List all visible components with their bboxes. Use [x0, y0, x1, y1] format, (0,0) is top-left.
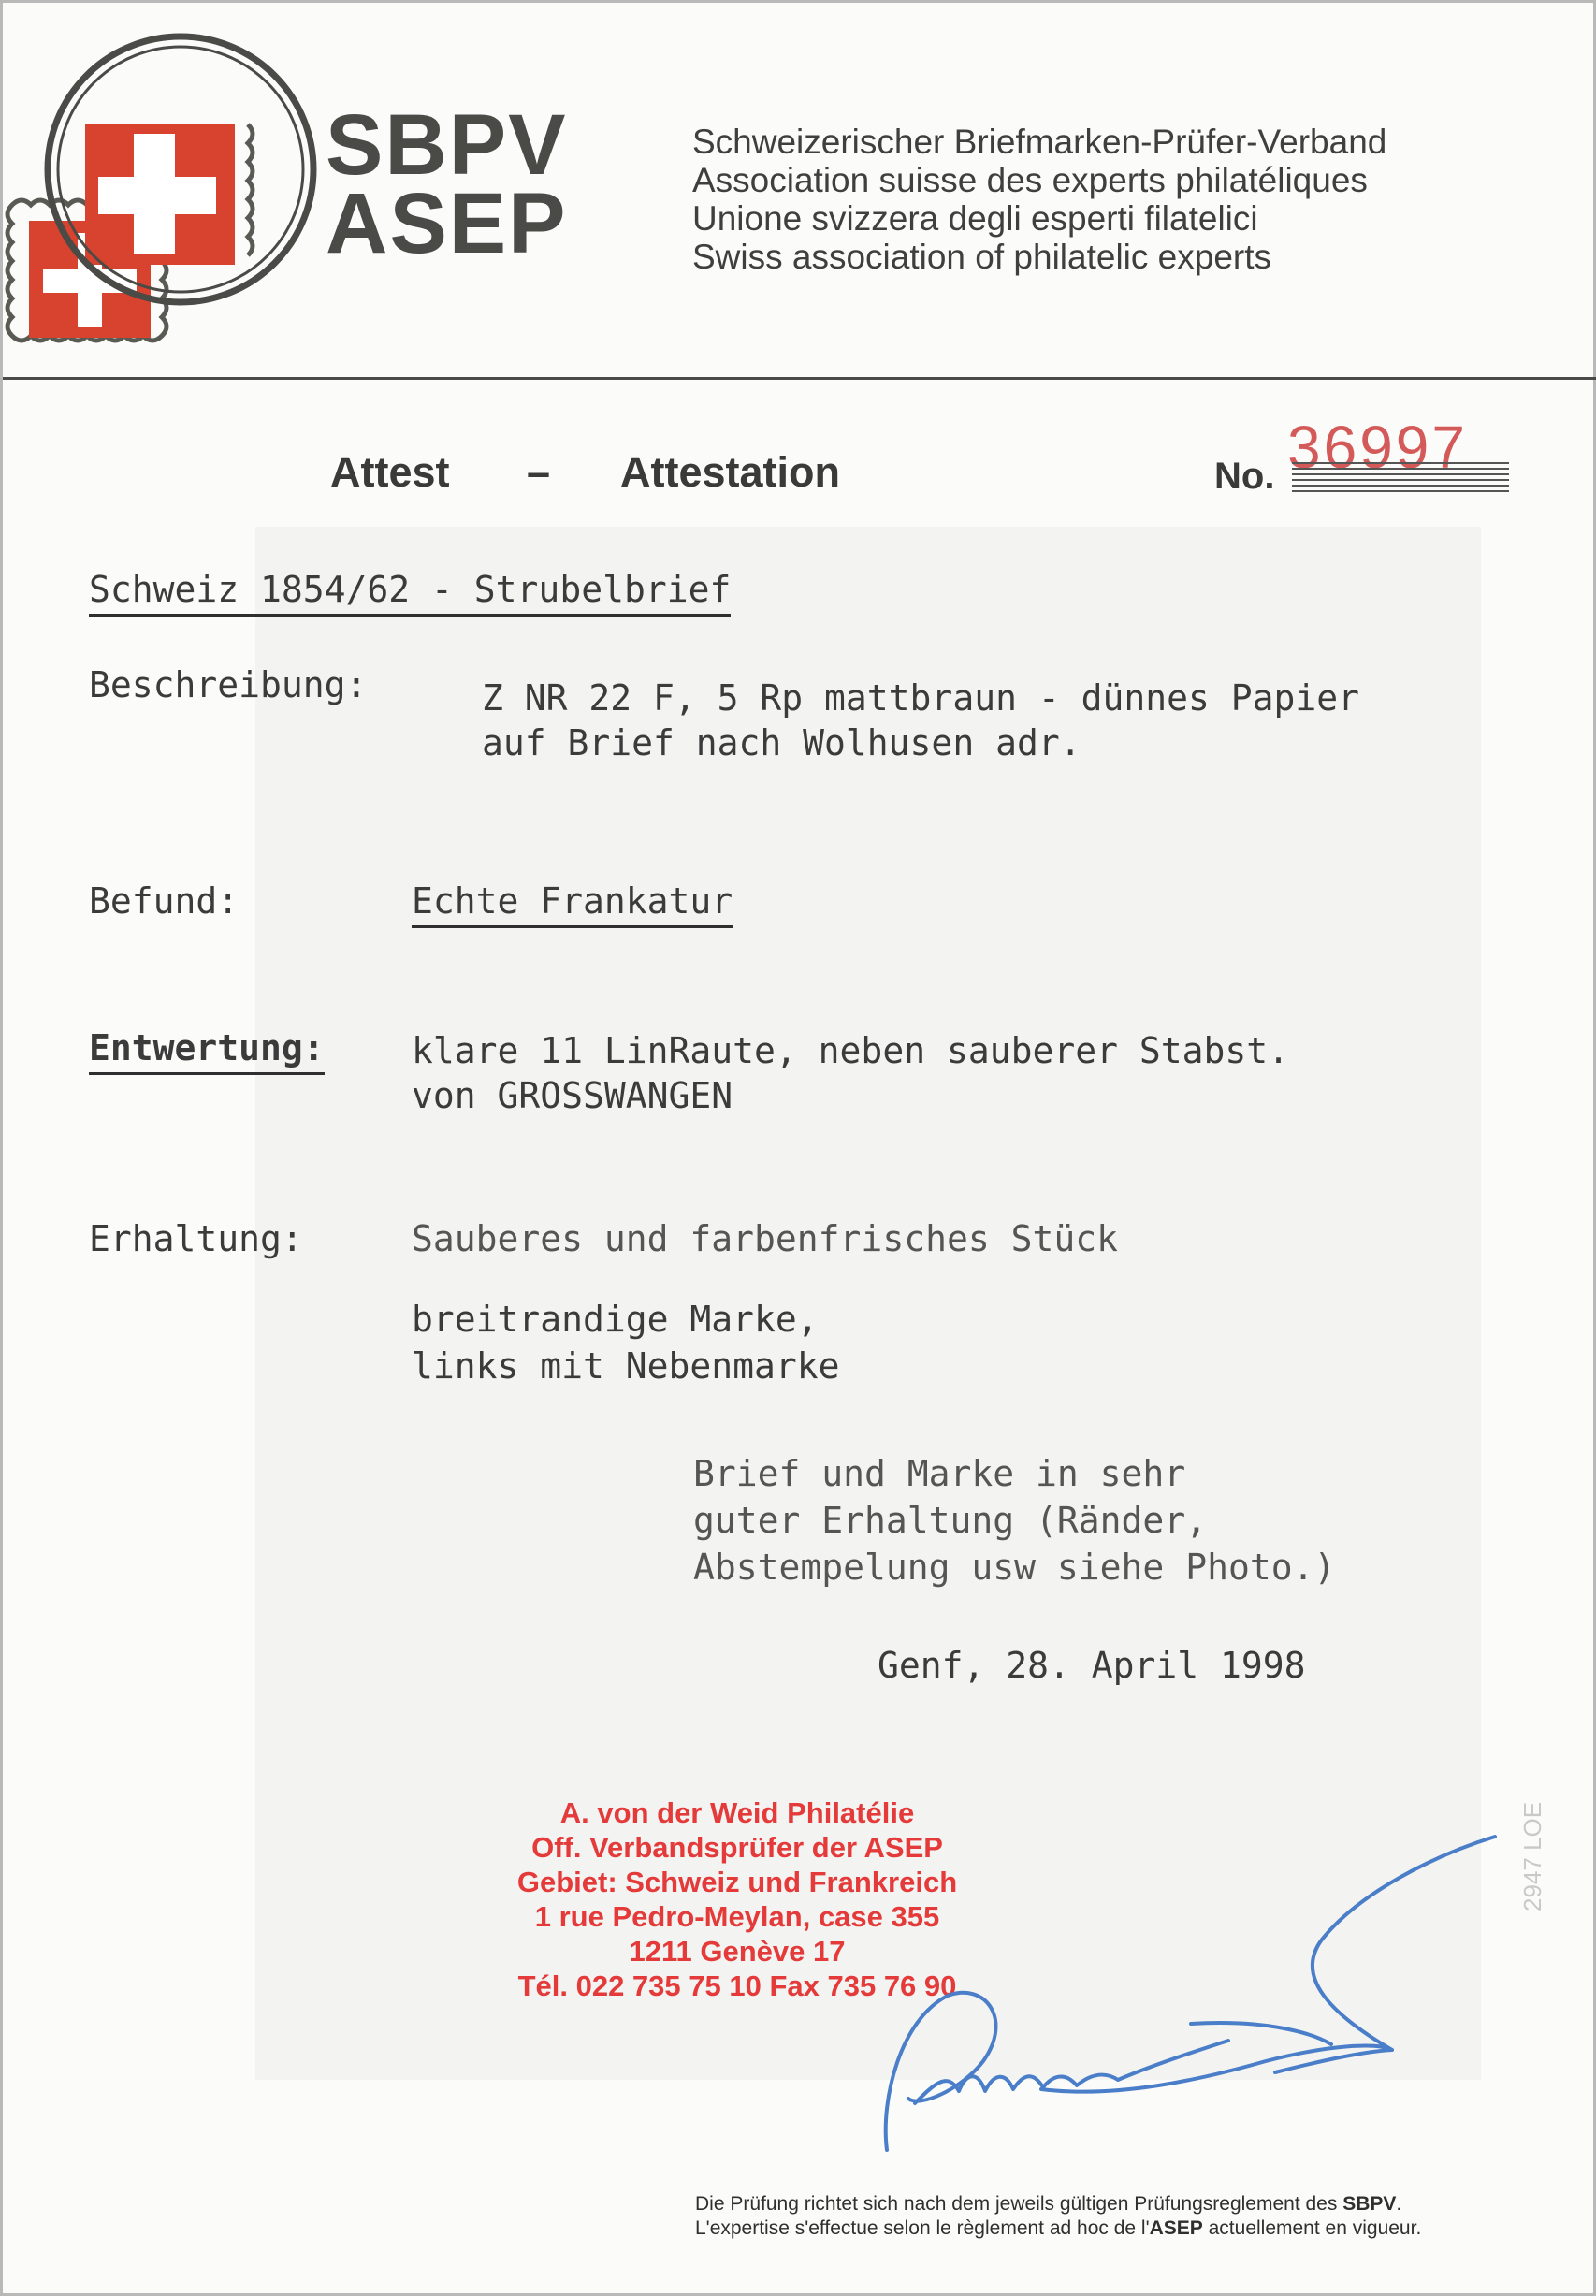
footer-line-1 [695, 2192, 1421, 2216]
association-name-en: Swiss association of philatelic experts [692, 238, 1272, 276]
brand-asep: ASEP [326, 176, 568, 271]
beschreibung-line-1: Z NR 22 F, 5 Rp mattbraun - dünnes Papier [482, 677, 1359, 719]
erhaltung-line-1: Sauberes und farbenfrisches Stück [412, 1218, 1118, 1259]
pencil-note: 2947 LOE [1518, 1801, 1546, 1911]
number-underline-lines [1292, 461, 1509, 493]
brand-name [326, 97, 568, 271]
beschreibung-label: Beschreibung: [89, 664, 368, 705]
handwritten-signature [873, 1827, 1509, 2220]
sbpv-logo-icon [3, 20, 340, 366]
entwertung-line-2: von GROSSWANGEN [412, 1075, 733, 1116]
association-name-it: Unione svizzera degli esperti filatelici [692, 199, 1258, 238]
association-name-de: Schweizerischer Briefmarken-Prüfer-Verband [692, 123, 1387, 161]
stamp-line-2: Off. Verbandsprüfer der ASEP [531, 1831, 943, 1864]
erhaltung-block2-line-2: links mit Nebenmarke [412, 1345, 840, 1387]
footer-note [695, 2192, 1421, 2241]
footer-line-2 [695, 2216, 1421, 2241]
beschreibung-line-2: auf Brief nach Wolhusen adr. [482, 722, 1081, 763]
stamp-line-4: 1 rue Pedro-Meylan, case 355 [534, 1900, 940, 1933]
footer-line-1-text: Die Prüfung richtet sich nach dem jeweils gültigen Prüfungsreglement des [695, 2193, 1343, 2215]
certificate-number-label: No. [1214, 456, 1275, 497]
stamp-line-3: Gebiet: Schweiz und Frankreich [516, 1866, 958, 1898]
footer-line-2-text: L'expertise s'effectue selon le règlement ad hoc de l' [695, 2217, 1150, 2239]
stamp-line-6: Tél. 022 735 75 10 Fax 735 76 90 [517, 1969, 957, 2002]
title-attest: Attest [330, 448, 450, 496]
title-dash: – [527, 448, 551, 496]
erhaltung-block3-line-2: guter Erhaltung (Ränder, [693, 1500, 1208, 1541]
befund-label: Befund: [89, 880, 239, 922]
erhaltung-label: Erhaltung: [89, 1218, 303, 1259]
brand-sbpv: SBPV [326, 97, 568, 193]
entwertung-line-1: klare 11 LinRaute, neben sauberer Stabst. [412, 1030, 1289, 1071]
date-line: Genf, 28. April 1998 [878, 1645, 1306, 1686]
erhaltung-block3-line-3: Abstempelung usw siehe Photo.) [693, 1547, 1336, 1588]
footer-line-2-end: actuellement en vigueur. [1202, 2217, 1422, 2239]
befund-value: Echte Frankatur [412, 880, 733, 928]
footer-line-1-bold: SBPV [1342, 2193, 1397, 2215]
subject-heading: Schweiz 1854/62 - Strubelbrief [89, 569, 731, 617]
erhaltung-block2-line-1: breitrandige Marke, [412, 1299, 819, 1340]
erhaltung-block3-line-1: Brief und Marke in sehr [693, 1453, 1186, 1494]
association-names [692, 123, 1386, 276]
header-divider [3, 377, 1596, 380]
certificate-number: 36997 [1287, 414, 1468, 481]
footer-line-1-end: . [1396, 2193, 1402, 2215]
stamp-line-1: A. von der Weid Philatélie [559, 1796, 915, 1829]
footer-line-2-bold: ASEP [1149, 2217, 1203, 2239]
title-attestation: Attestation [620, 448, 840, 496]
association-name-fr: Association suisse des experts philatéliques [692, 161, 1368, 199]
entwertung-label: Entwertung: [89, 1027, 325, 1075]
stamp-line-5: 1211 Genève 17 [629, 1935, 846, 1968]
